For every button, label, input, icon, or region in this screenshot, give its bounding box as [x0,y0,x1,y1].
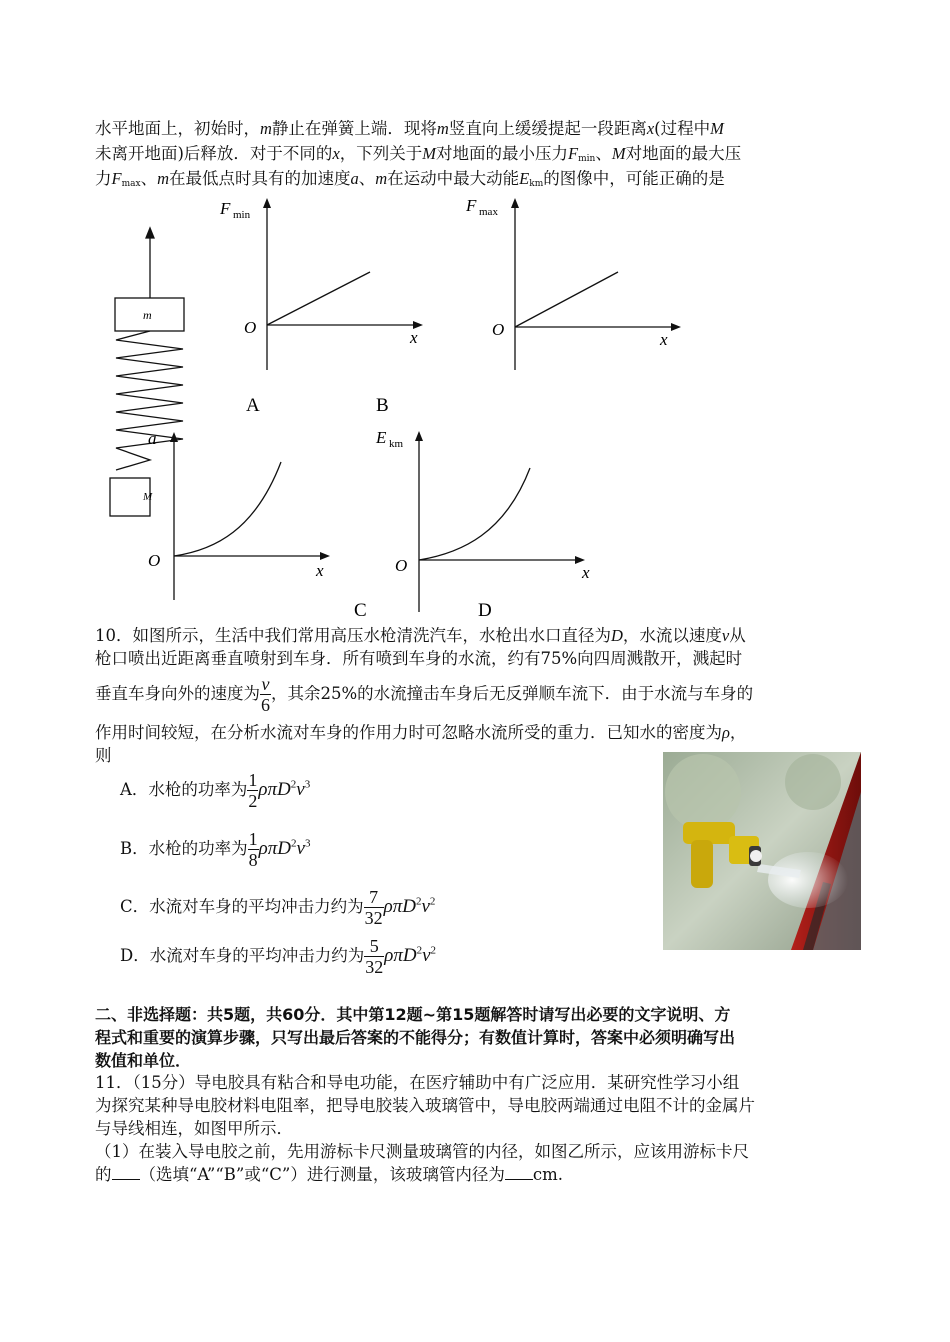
text: 作用时间较短，在分析水流对车身的作用力时可忽略水流所受的重力．已知水的密度为 [95,723,722,742]
q11-line-4 [95,1141,749,1163]
section2-line-2 [95,1027,735,1049]
text: (过程中 [654,119,711,138]
y-label-sub: km [389,438,404,450]
power: 3 [304,778,311,791]
answer-blank-1[interactable] [112,1165,140,1180]
fraction [364,936,384,977]
origin-label: O [244,318,257,337]
text: 为探究某种导电胶材料电阻率，把导电胶装入玻璃管中，导电胶两端通过电阻不计的金属片 [95,1096,755,1115]
y-arrow [415,431,423,441]
block-m-label: m [143,308,152,322]
y-label: a [148,429,157,448]
var-M: M [710,119,724,138]
var-x: x [646,119,655,138]
x-arrow [320,552,330,560]
x-label: x [582,563,590,582]
power: 3 [304,837,311,850]
subscript: max [121,179,141,189]
var-m: m [375,169,388,188]
q10-line-2 [95,648,742,670]
option-d[interactable] [120,936,436,977]
var-v: v [721,626,730,645]
text: 、 [358,169,376,188]
subscript: km [529,179,544,189]
subscript: min [578,154,596,164]
power: 2 [291,837,297,850]
var: v [421,896,430,917]
q10-line-5 [95,745,112,767]
text: （选填“A”“B”或“C”）进行测量，该玻璃管内径为 [139,1165,505,1184]
x-arrow [671,323,681,331]
text: 、 [595,144,612,163]
graph-b [376,196,681,416]
expr: ρπD [258,779,291,800]
option-a[interactable] [120,770,310,811]
formula [258,779,310,800]
var: v [422,945,431,966]
fraction [248,829,259,870]
var-a: a [350,169,359,188]
graph-curve [419,468,530,560]
var-E: E [519,169,530,188]
var-m: m [157,169,169,188]
formula [384,896,436,917]
text: （1）在装入导电胶之前，先用游标卡尺测量玻璃管的内径，如图乙所示，应该用游标卡尺 [95,1142,749,1161]
text: 、 [140,169,158,188]
text: 力 [95,169,112,188]
option-letter: C [354,600,367,620]
text: 10．如图所示，生活中我们常用高压水枪清洗汽车，水枪出水口直径为 [95,626,611,645]
origin-label: O [492,320,505,339]
text: ，水流以速度 [622,626,722,645]
y-label-sub: max [479,206,498,218]
text: 与导线相连，如图甲所示． [95,1119,293,1138]
x-label: x [316,561,324,580]
text: 对地面的最小压力 [436,144,569,163]
var-m: m [436,119,449,138]
text: 水平地面上，初始时， [95,119,260,138]
graph-line [515,272,618,327]
q10-line-3 [95,672,753,716]
var-x: x [332,144,340,163]
section2-line-3 [95,1050,191,1072]
frac-num: v [261,674,270,694]
q11-line-3 [95,1118,293,1140]
option-label: C．水流对车身的平均冲击力约为 [120,897,364,916]
frac-num: 7 [364,887,384,908]
frac-den: 32 [365,957,384,977]
graph-d [375,428,590,620]
var-F: F [568,144,579,163]
answer-blank-2[interactable] [505,1165,533,1180]
text: 则 [95,746,112,765]
formula [384,945,436,966]
expr: ρπD [384,945,417,966]
spring-diagram [110,228,184,516]
y-label: E [376,428,387,447]
var-F: F [111,169,122,188]
power: 2 [415,895,422,908]
var-D: D [611,626,623,645]
option-c[interactable] [120,887,435,928]
text: 程式和重要的演算步骤，只写出最后答案的不能得分；有数值计算时，答案中必须明确写出 [95,1028,736,1047]
power: 2 [290,778,297,791]
fraction [364,887,384,928]
text: 的 [95,1165,112,1184]
frac-den: 2 [248,791,258,811]
origin-label: O [395,556,408,575]
expr: ρπD [383,896,416,917]
section2-line-1 [95,1004,730,1026]
text: ，其余25%的水流撞击车身后无反弹顺车流下．由于水流与车身的 [271,684,754,703]
power: 2 [416,944,423,957]
var-m: m [260,119,272,138]
y-label-sub: min [233,209,251,221]
text: 11．（15分）导电胶具有粘合和导电功能，在医疗辅助中有广泛应用．某研究性学习小组 [95,1073,740,1092]
formula [259,838,311,859]
graph-curve [174,462,281,556]
graph-a [219,198,423,416]
frac-den: 8 [248,850,258,870]
car-wash-photo [663,752,861,950]
text: 对地面的最大压 [625,144,742,163]
var: v [296,838,305,859]
q10-line-1 [95,625,746,647]
var-M: M [611,144,626,163]
text: 的图像中，可能正确的是 [543,169,725,188]
q11-line-5 [95,1164,563,1186]
frac-num: 1 [248,829,258,849]
fraction [247,770,258,811]
text: 数值和单位． [95,1051,192,1070]
text: 从 [729,626,746,645]
q9-figure [0,0,950,620]
q10-line-4 [95,722,746,744]
x-label: x [660,330,668,349]
frac-den: 32 [364,908,383,928]
text: ， [729,723,747,742]
var-M: M [422,144,437,163]
option-letter: B [376,395,389,416]
text: 枪口喷出近距离垂直喷射到车身．所有喷到车身的水流，约有75%向四周溅散开，溅起时 [95,649,743,668]
option-b[interactable] [120,829,310,870]
var-rho: ρ [722,723,730,742]
spring [116,331,183,470]
text: 未离开地面)后释放．对于不同的 [95,144,333,163]
text: cm. [532,1165,563,1184]
q11-line-2 [95,1095,755,1117]
text: 静止在弹簧上端．现将 [271,119,437,138]
power: 2 [429,895,436,908]
x-label: x [410,328,418,347]
origin-label: O [148,551,161,570]
frac-num: 1 [248,770,258,790]
text: ，下列关于 [339,144,423,163]
text: 二、非选择题：共5题，共60分．其中第12题~第15题解答时请写出必要的文字说明、方 [95,1005,731,1024]
y-arrow [511,198,519,208]
y-arrow [263,198,271,208]
power: 2 [430,944,437,957]
option-letter: A [246,395,260,416]
frac-num: 5 [364,936,384,957]
option-label: B．水枪的功率为 [120,839,248,858]
pull-arrow-head [146,228,154,238]
y-label: F [220,199,231,218]
expr: ρπD [258,838,291,859]
block-M-label: M [143,491,153,503]
option-label: D．水流对车身的平均冲击力约为 [120,946,365,965]
text: 垂直车身向外的速度为 [95,684,260,703]
frac-den: 6 [261,695,270,715]
y-label: F [466,196,477,215]
option-label: A．水枪的功率为 [120,780,248,799]
text: 竖直向上缓缓提起一段距离 [448,119,647,138]
q11-line-1 [95,1072,739,1094]
graph-line [267,272,370,325]
text: 在运动中最大动能 [387,169,520,188]
text: 在最低点时具有的加速度 [169,169,351,188]
fraction-v-over-6 [260,674,271,715]
option-letter: D [478,600,492,620]
var: v [296,779,305,800]
graph-c [148,429,367,620]
